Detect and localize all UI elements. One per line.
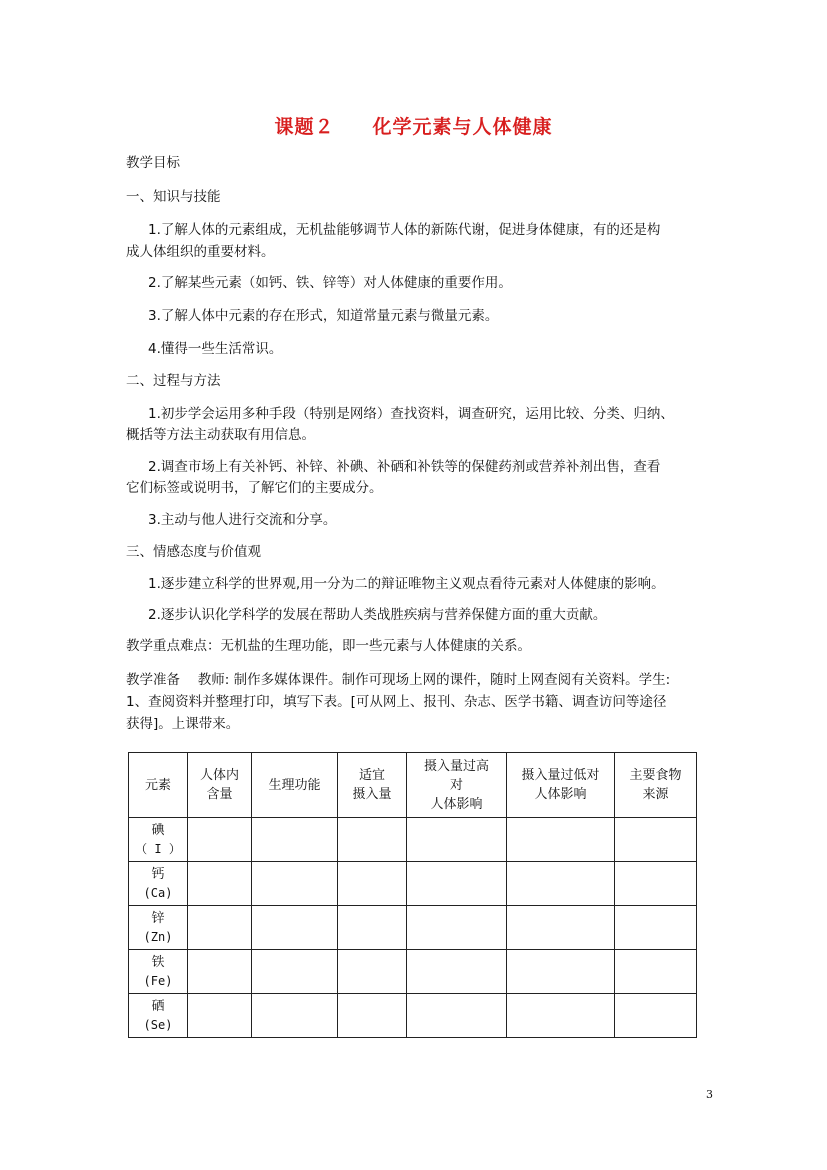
empty-cell[interactable] — [507, 950, 615, 994]
prep-line2: 1、查阅资料并整理打印，填写下表。[可从网上、报刊、杂志、医学书籍、调查访问等途径 — [126, 694, 667, 710]
empty-cell[interactable] — [338, 994, 407, 1038]
prep-line1: 教学准备 教师: 制作多媒体课件。制作可现场上网的课件，随时上网查阅有关资料。学生: — [126, 672, 671, 688]
s2-item1-line1: 1.初步学会运用多种手段（特别是网络）查找资料，调查研究，运用比较、分类、归纳、 — [148, 406, 674, 422]
table-header-row — [129, 753, 697, 818]
title-lesson: 课题２ — [274, 116, 335, 138]
header-suitable-intake: 适宜 摄入量 — [338, 753, 407, 818]
s2-item2-line2: 它们标签或说明书，了解它们的主要成分。 — [126, 480, 383, 496]
s1-item4: 4.懂得一些生活常识。 — [148, 341, 283, 357]
element-cell: 碘 （ I ） — [129, 818, 188, 862]
empty-cell[interactable] — [188, 950, 252, 994]
empty-cell[interactable] — [507, 818, 615, 862]
element-cell: 钙 (Ca) — [129, 862, 188, 906]
page-number: 3 — [706, 1088, 713, 1101]
s2-item3: 3.主动与他人进行交流和分享。 — [148, 512, 337, 528]
empty-cell[interactable] — [252, 906, 338, 950]
header-food-sources: 主要食物 来源 — [615, 753, 697, 818]
s1-item1-line1: 1.了解人体的元素组成，无机盐能够调节人体的新陈代谢，促进身体健康，有的还是构 — [148, 222, 661, 238]
table-row — [129, 862, 697, 906]
table-row — [129, 818, 697, 862]
s1-item1-line2: 成人体组织的重要材料。 — [126, 244, 275, 260]
empty-cell[interactable] — [338, 950, 407, 994]
empty-cell[interactable] — [188, 862, 252, 906]
empty-cell[interactable] — [615, 994, 697, 1038]
s3-item1: 1.逐步建立科学的世界观,用一分为二的辩证唯物主义观点看待元素对人体健康的影响。 — [148, 576, 665, 592]
table-row — [129, 994, 697, 1038]
empty-cell[interactable] — [407, 862, 507, 906]
empty-cell[interactable] — [252, 950, 338, 994]
s1-item2: 2.了解某些元素（如钙、铁、锌等）对人体健康的重要作用。 — [148, 275, 512, 291]
element-cell: 锌 (Zn) — [129, 906, 188, 950]
page-title — [0, 112, 827, 139]
header-excess-intake-effect: 摄入量过高 对 人体影响 — [407, 753, 507, 818]
empty-cell[interactable] — [615, 950, 697, 994]
element-cell: 硒 (Se) — [129, 994, 188, 1038]
table-row — [129, 950, 697, 994]
empty-cell[interactable] — [407, 818, 507, 862]
key-points: 教学重点难点：无机盐的生理功能，即一些元素与人体健康的关系。 — [126, 638, 531, 654]
element-health-table — [128, 752, 697, 1038]
empty-cell[interactable] — [507, 994, 615, 1038]
empty-cell[interactable] — [252, 994, 338, 1038]
s3-item2: 2.逐步认识化学科学的发展在帮助人类战胜疾病与营养保健方面的重大贡献。 — [148, 607, 607, 623]
element-cell: 铁 (Fe) — [129, 950, 188, 994]
header-physiological-function: 生理功能 — [252, 753, 338, 818]
empty-cell[interactable] — [407, 994, 507, 1038]
empty-cell[interactable] — [338, 818, 407, 862]
empty-cell[interactable] — [338, 862, 407, 906]
empty-cell[interactable] — [615, 818, 697, 862]
table-row — [129, 906, 697, 950]
empty-cell[interactable] — [338, 906, 407, 950]
empty-cell[interactable] — [507, 906, 615, 950]
title-topic: 化学元素与人体健康 — [372, 116, 553, 138]
empty-cell[interactable] — [615, 906, 697, 950]
empty-cell[interactable] — [252, 818, 338, 862]
empty-cell[interactable] — [407, 950, 507, 994]
empty-cell[interactable] — [188, 994, 252, 1038]
empty-cell[interactable] — [507, 862, 615, 906]
section-3-title: 三、情感态度与价值观 — [126, 544, 261, 560]
empty-cell[interactable] — [615, 862, 697, 906]
empty-cell[interactable] — [188, 818, 252, 862]
empty-cell[interactable] — [252, 862, 338, 906]
section-1-title: 一、知识与技能 — [126, 189, 221, 205]
s2-item1-line2: 概括等方法主动获取有用信息。 — [126, 427, 315, 443]
prep-line3: 获得]。上课带来。 — [126, 716, 240, 732]
empty-cell[interactable] — [188, 906, 252, 950]
s1-item3: 3.了解人体中元素的存在形式，知道常量元素与微量元素。 — [148, 308, 499, 324]
header-body-content: 人体内 含量 — [188, 753, 252, 818]
empty-cell[interactable] — [407, 906, 507, 950]
teaching-goals-heading: 教学目标 — [126, 155, 180, 171]
s2-item2-line1: 2.调查市场上有关补钙、补锌、补碘、补硒和补铁等的保健药剂或营养补剂出售，查看 — [148, 459, 661, 475]
header-element: 元素 — [129, 753, 188, 818]
header-deficient-intake-effect: 摄入量过低对 人体影响 — [507, 753, 615, 818]
section-2-title: 二、过程与方法 — [126, 373, 221, 389]
